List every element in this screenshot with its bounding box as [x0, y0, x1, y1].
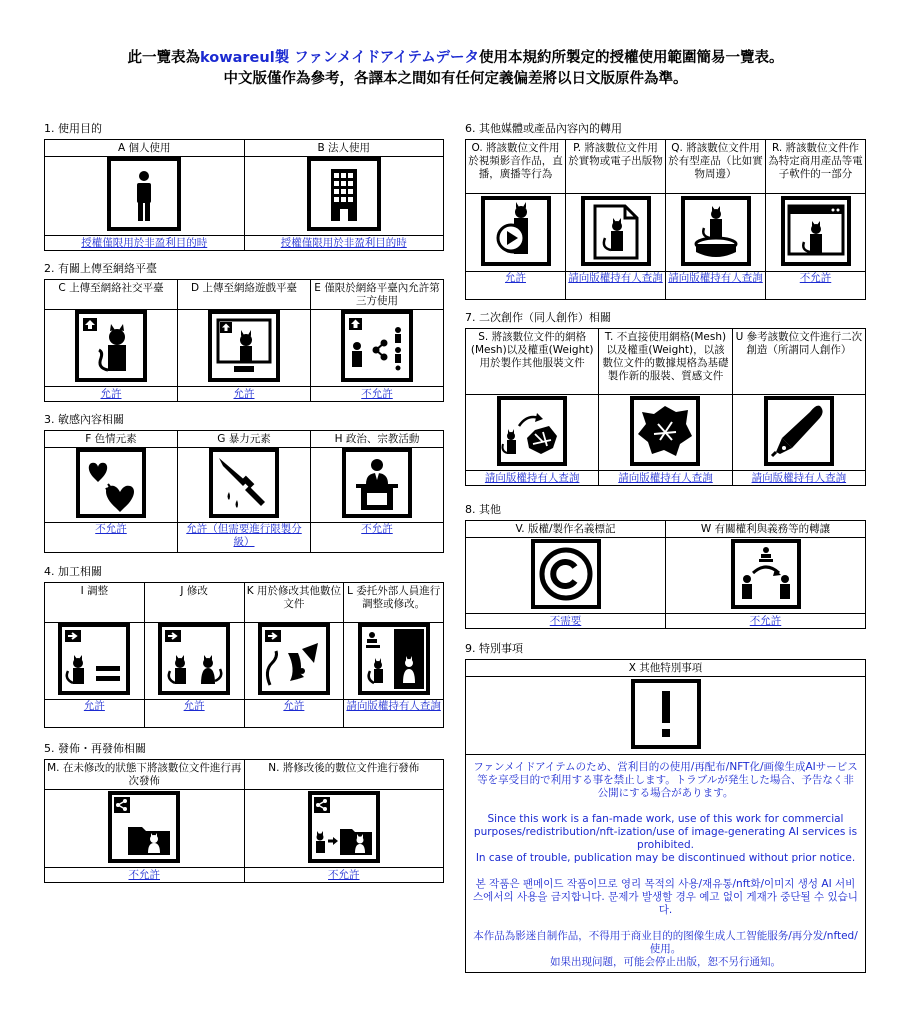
- cell-sexual-icon: [45, 448, 178, 523]
- section-sensitive-content: [44, 413, 444, 553]
- other-table: [465, 520, 866, 629]
- brand-name: kowareul製 ファンメイドアイテムデータ: [200, 50, 479, 66]
- status-sexual[interactable]: [45, 523, 178, 553]
- status-link[interactable]: 授權僅限用於非盈利目的時: [280, 237, 407, 249]
- cell-mesh-reuse-icon: [466, 395, 599, 471]
- section-title: 2. 有關上傳至網絡平臺: [44, 262, 157, 275]
- status-link[interactable]: 不允許: [95, 523, 127, 535]
- status-publication[interactable]: [566, 272, 666, 300]
- cell-outsource-icon: [344, 623, 444, 700]
- cell-merch-icon: [666, 194, 766, 272]
- section-title: 5. 發佈・再發佈相關: [44, 742, 146, 755]
- cell-upload-game-icon: [178, 310, 311, 387]
- status-corporate-use[interactable]: [244, 236, 444, 251]
- rights-transfer-icon: [731, 539, 801, 609]
- label-mesh-reuse: S. 將該數位文件的網格(Mesh)以及權重(Weight)用於製作其他服裝文件: [466, 329, 599, 395]
- software-window-icon: [781, 196, 851, 266]
- status-link[interactable]: 允許: [183, 700, 205, 712]
- cell-upload-social-icon: [45, 310, 178, 387]
- section-usage-purpose: [44, 122, 444, 251]
- status-merch[interactable]: [666, 272, 766, 300]
- video-play-icon: [481, 196, 551, 266]
- notice-english: [472, 813, 859, 865]
- new-clothing-icon: [630, 396, 700, 466]
- label-modify: J 修改: [144, 583, 244, 623]
- cell-rights-transfer-icon: [666, 538, 866, 614]
- label-violence: G 暴力元素: [178, 431, 311, 448]
- derivative-works-table: [465, 328, 866, 486]
- label-use-parts: K 用於修改其他數位文件: [244, 583, 344, 623]
- status-violence[interactable]: [178, 523, 311, 553]
- upload-game-icon: [208, 310, 280, 382]
- status-link[interactable]: 不允許: [328, 869, 360, 881]
- header-prefix: 此一覽表為: [127, 50, 201, 66]
- label-software: R. 將該數位文件作為特定商用產品等電子軟件的一部分: [766, 140, 866, 194]
- adjust-icon: [58, 623, 130, 695]
- status-link[interactable]: 不允許: [361, 388, 393, 400]
- label-upload-social: C 上傳至網絡社交平臺: [45, 280, 178, 310]
- label-fan-creation: U 參考該數位文件進行二次創造（所謂同人創作）: [732, 329, 865, 395]
- mesh-reuse-icon: [497, 396, 567, 466]
- cell-copyright-icon: [466, 538, 666, 614]
- status-redistribute-modified[interactable]: [244, 868, 444, 883]
- notice-english-line-1: Since this work is a fan-made work, use of this work for commercial purposes/redistribution/nft-ization/use of image-generating AI services is prohibited.: [473, 813, 858, 851]
- label-redistribute-modified: N. 將修改後的數位文件進行發佈: [244, 760, 444, 790]
- special-notice-text: [466, 755, 866, 973]
- status-upload-social[interactable]: [45, 387, 178, 402]
- label-other-special: X 其他特別事項: [466, 660, 866, 677]
- merch-figure-icon: [681, 196, 751, 266]
- status-link[interactable]: 授權僅限用於非盈利目的時: [81, 237, 208, 249]
- cell-publication-icon: [566, 194, 666, 272]
- processing-table: [44, 582, 444, 728]
- cell-redistribute-modified-icon: [244, 790, 444, 868]
- status-fan-creation[interactable]: [732, 471, 865, 486]
- cell-violence-icon: [178, 448, 311, 523]
- status-link[interactable]: 不需要: [549, 615, 582, 627]
- status-outsource[interactable]: [344, 700, 444, 728]
- status-use-parts[interactable]: [244, 700, 344, 728]
- notice-english-line-2: In case of trouble, publication may be discontinued without prior notice.: [475, 852, 856, 864]
- section-title: 9. 特別事項: [465, 642, 523, 655]
- status-mesh-reuse[interactable]: [466, 471, 599, 486]
- status-link[interactable]: 請向版權持有人查詢: [346, 700, 441, 712]
- status-third-party[interactable]: [311, 387, 444, 402]
- status-politics[interactable]: [311, 523, 444, 553]
- section-title: 4. 加工相關: [44, 565, 102, 578]
- status-personal-use[interactable]: [45, 236, 245, 251]
- building-icon: [307, 157, 381, 231]
- status-rights-transfer[interactable]: [666, 614, 866, 629]
- redistribute-unmodified-icon: [108, 791, 180, 863]
- cell-new-clothing-icon: [599, 395, 732, 471]
- label-publication: P. 將該數位文件用於實物或電子出版物: [566, 140, 666, 194]
- notice-korean: 본 작품은 팬메이드 작품이므로 영리 목적의 사용/재유통/nft화/이미지 생성 AI 서비스에서의 사용을 금지합니다. 문제가 발생할 경우 예고 없이 게재가 중단될 수 있습니다.: [473, 878, 858, 916]
- status-link[interactable]: 允許: [233, 388, 255, 400]
- pen-nib-icon: [764, 396, 834, 466]
- label-adjust: I 調整: [45, 583, 145, 623]
- label-rights-transfer: W 有關權利與義務等的轉讓: [666, 521, 866, 538]
- special-notes-table: [465, 659, 866, 973]
- status-link[interactable]: 允許: [100, 388, 122, 400]
- redistribute-modified-icon: [308, 791, 380, 863]
- usage-purpose-table: [44, 139, 444, 251]
- status-link[interactable]: 不允許: [749, 615, 782, 627]
- copyright-icon: [531, 539, 601, 609]
- podium-speaker-icon: [342, 448, 412, 518]
- hearts-icon: [76, 448, 146, 518]
- person-icon: [107, 157, 181, 231]
- notice-chinese-line-2: 如果出现问题，可能会停止出版，恕不另行通知。: [550, 956, 781, 968]
- status-link[interactable]: 請向版權持有人查詢: [668, 272, 763, 284]
- cell-software-icon: [766, 194, 866, 272]
- label-upload-game: D 上傳至網絡遊戲平臺: [178, 280, 311, 310]
- status-link[interactable]: 允許: [505, 272, 526, 284]
- label-corporate-use: B 法人使用: [244, 140, 444, 157]
- section-upload-platform: [44, 262, 444, 402]
- exclamation-icon: [631, 679, 701, 749]
- label-new-clothing: T. 不直接使用網格(Mesh)以及權重(Weight)，以該數位文件的數據規格為基礎製作新的服裝、質感文件: [599, 329, 732, 395]
- label-redistribute-unmodified: M. 在未修改的狀態下將該數位文件進行再次發佈: [45, 760, 245, 790]
- page-header: [0, 48, 911, 90]
- notice-japanese: ファンメイドアイテムのため、営利目的の使用/再配布/NFT化/画像生成AIサービス等を享受目的で利用する事を禁止します。トラブルが発生した場合、予告なく非公開にする場合があります。: [473, 761, 858, 799]
- knife-icon: [209, 448, 279, 518]
- label-sexual: F 色情元素: [45, 431, 178, 448]
- upload-platform-table: [44, 279, 444, 402]
- section-title: 8. 其他: [465, 503, 501, 516]
- label-merchandise: Q. 將該數位文件用於有型產品（比如實物周邊）: [666, 140, 766, 194]
- status-link[interactable]: 不允許: [361, 523, 393, 535]
- status-link[interactable]: 允許（但需要進行限製分級）: [186, 523, 302, 548]
- label-personal-use: A 個人使用: [45, 140, 245, 157]
- section-media-reuse: [465, 122, 866, 300]
- status-adjust[interactable]: [45, 700, 145, 728]
- status-link[interactable]: 不允許: [128, 869, 160, 881]
- publication-icon: [581, 196, 651, 266]
- header-suffix: 使用本規約所製定的授權使用範圍簡易一覽表。: [478, 50, 784, 66]
- status-link[interactable]: 請向版權持有人查詢: [618, 472, 713, 484]
- status-copyright[interactable]: [466, 614, 666, 629]
- cell-video-icon: [466, 194, 566, 272]
- label-third-party: E 僅限於網絡平臺內允許第三方使用: [311, 280, 444, 310]
- section-derivative-works: [465, 311, 866, 486]
- cell-redistribute-unmodified-icon: [45, 790, 245, 868]
- section-title: 6. 其他媒體或產品內容內的轉用: [465, 122, 622, 135]
- cell-use-parts-icon: [244, 623, 344, 700]
- cell-corporate-use-icon: [244, 157, 444, 236]
- section-redistribution: [44, 742, 444, 883]
- label-politics-religion: H 政治、宗教活動: [311, 431, 444, 448]
- section-title: 3. 敏感內容相關: [44, 413, 124, 426]
- cell-exclamation-icon: [466, 677, 866, 755]
- cell-personal-use-icon: [45, 157, 245, 236]
- notice-chinese-line-1: 本作品為影迷自制作品，不得用于商业目的的图像生成人工智能服务/再分发/nfted/使用。: [473, 930, 858, 955]
- status-link[interactable]: 請向版權持有人查詢: [568, 272, 663, 284]
- header-line-2: 中文版僅作為參考，各譯本之間如有任何定義偏差將以日文版原件為準。: [223, 71, 688, 87]
- media-reuse-table: [465, 139, 866, 300]
- cell-modify-icon: [144, 623, 244, 700]
- section-other: [465, 503, 866, 629]
- section-processing: [44, 565, 444, 728]
- section-title: 7. 二次創作（同人創作）相關: [465, 311, 611, 324]
- status-modify[interactable]: [144, 700, 244, 728]
- use-parts-icon: [258, 623, 330, 695]
- status-link[interactable]: 不允許: [799, 272, 832, 284]
- status-link[interactable]: 允許: [83, 700, 105, 712]
- status-upload-game[interactable]: [178, 387, 311, 402]
- header-line-1: [0, 48, 911, 69]
- status-video[interactable]: [466, 272, 566, 300]
- status-software[interactable]: [766, 272, 866, 300]
- cell-fan-creation-icon: [732, 395, 865, 471]
- label-outsource: L 委托外部人員進行調整或修改。: [344, 583, 444, 623]
- cell-adjust-icon: [45, 623, 145, 700]
- section-special-notes: [465, 642, 866, 973]
- third-party-share-icon: [341, 310, 413, 382]
- upload-social-icon: [75, 310, 147, 382]
- status-link[interactable]: 請向版權持有人查詢: [751, 472, 847, 484]
- modify-icon: [158, 623, 230, 695]
- outsource-icon: [358, 623, 430, 695]
- status-redistribute-unmodified[interactable]: [45, 868, 245, 883]
- cell-politics-icon: [311, 448, 444, 523]
- status-new-clothing[interactable]: [599, 471, 732, 486]
- label-copyright-notice: V. 版權/製作名義標記: [466, 521, 666, 538]
- status-link[interactable]: 允許: [283, 700, 305, 712]
- redistribution-table: [44, 759, 444, 883]
- label-video-stream: O. 將該數位文件用於視頻影音作品，直播，廣播等行為: [466, 140, 566, 194]
- status-link[interactable]: 請向版權持有人查詢: [484, 472, 580, 484]
- sensitive-content-table: [44, 430, 444, 553]
- notice-chinese: [472, 930, 859, 969]
- cell-third-party-icon: [311, 310, 444, 387]
- section-title: 1. 使用目的: [44, 122, 102, 135]
